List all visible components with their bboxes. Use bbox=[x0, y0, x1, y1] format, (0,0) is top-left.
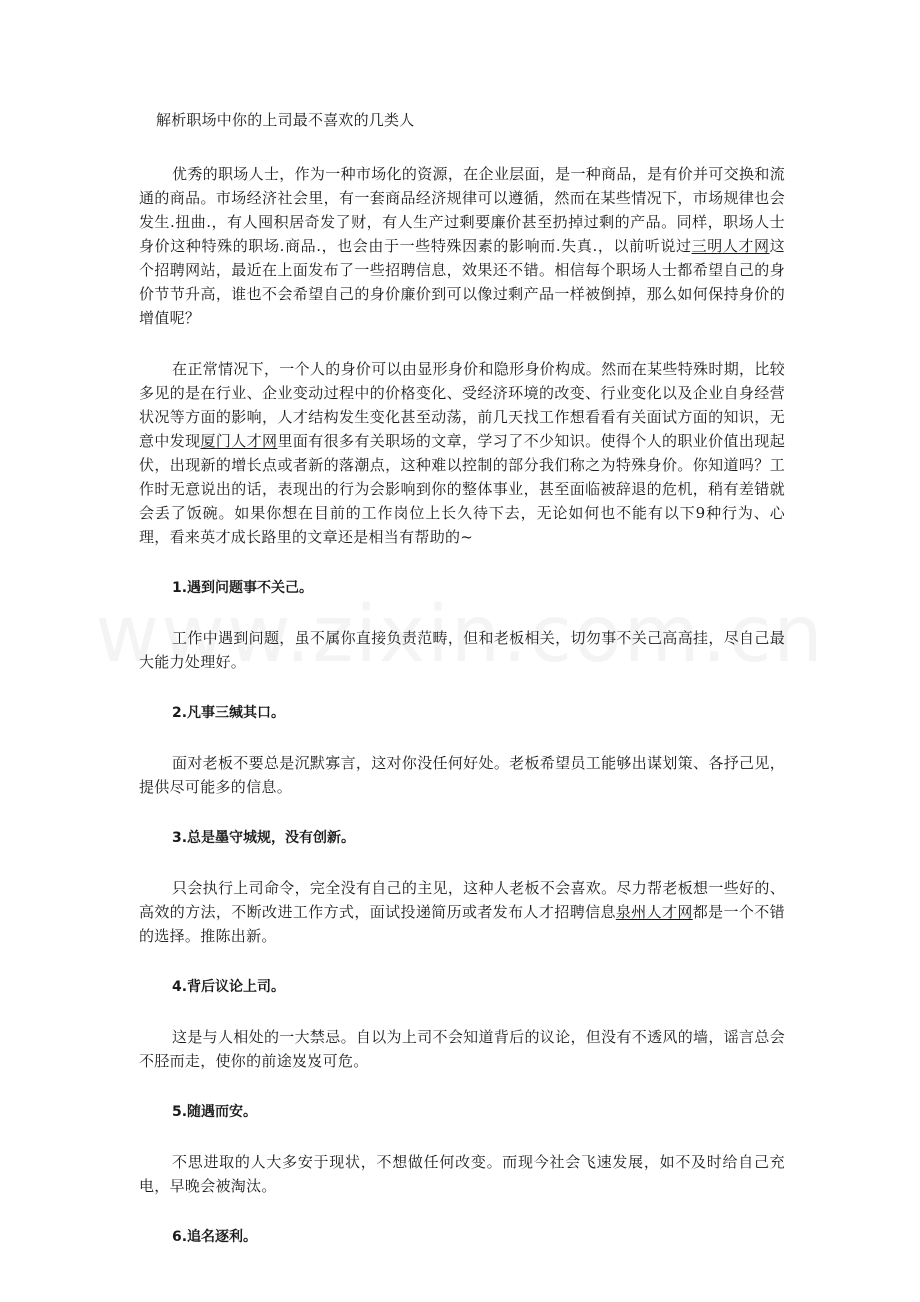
document-page bbox=[139, 108, 785, 1275]
section-5-heading: 5.随遇而安。 bbox=[172, 1104, 258, 1120]
section-1-body: 工作中遇到问题，虽不属你直接负责范畴，但和老板相关，切勿事不关己高高挂，尽自己最大能力处理好。 bbox=[139, 629, 785, 671]
section-4-heading: 4.背后议论上司。 bbox=[172, 979, 286, 995]
document-title: 解析职场中你的上司最不喜欢的几类人 bbox=[156, 111, 415, 129]
intro-1-text-after: 这个招聘网站，最近在上面发布了一些招聘信息，效果还不错。相信每个职场人士都希望自己的身价节节升高，谁也不会希望自己的身价廉价到可以像过剩产品一样被倒掉，那么如何保持身价的增值呢？ bbox=[139, 237, 785, 327]
intro-2-text-before: 在正常情况下，一个人的身价可以由显形身价和隐形身价构成。然而在某些特殊时期，比较多见的是在行业、企业变动过程中的价格变化、受经济环境的改变、行业变化以及企业自身经营状况等方面的影响，人才结构发生变化甚至动荡，前几天找工作想看看有关面试方面的知识，无意中发现 bbox=[139, 360, 785, 450]
quanzhou-rencai-link[interactable]: 泉州人才网 bbox=[615, 903, 693, 921]
xiamen-rencai-link[interactable]: 厦门人才网 bbox=[200, 432, 278, 450]
section-2-heading: 2.凡事三缄其口。 bbox=[172, 705, 286, 721]
sanming-rencai-link[interactable]: 三明人才网 bbox=[691, 237, 770, 255]
section-2-body: 面对老板不要总是沉默寡言，这对你没任何好处。老板希望员工能够出谋划策、各抒己见，提供尽可能多的信息。 bbox=[139, 754, 785, 796]
intro-paragraph-2 bbox=[139, 357, 785, 549]
section-4-body: 这是与人相处的一大禁忌。自以为上司不会知道背后的议论，但没有不透风的墙，谣言总会不胫而走，使你的前途岌岌可危。 bbox=[139, 1028, 785, 1070]
section-3-body bbox=[139, 876, 785, 948]
section-5-body: 不思进取的人大多安于现状，不想做任何改变。而现今社会飞速发展，如不及时给自己充电，早晚会被淘汰。 bbox=[139, 1153, 785, 1195]
section-1-heading: 1.遇到问题事不关己。 bbox=[172, 580, 314, 596]
section-3-heading: 3.总是墨守城规，没有创新。 bbox=[172, 830, 356, 846]
section-3-text-after: 都是一个不错的选择。推陈出新。 bbox=[139, 903, 785, 945]
section-6-heading: 6.追名逐利。 bbox=[172, 1229, 258, 1245]
section-3-text-before: 只会执行上司命令，完全没有自己的主见，这种人老板不会喜欢。尽力帮老板想一些好的、高效的方法，不断改进工作方式，面试投递简历或者发布人才招聘信息 bbox=[139, 879, 785, 921]
intro-paragraph-1 bbox=[139, 162, 785, 330]
intro-1-text-before: 优秀的职场人士，作为一种市场化的资源，在企业层面，是一种商品，是有价并可交换和流通的商品。市场经济社会里，有一套商品经济规律可以遵循，然而在某些情况下，市场规律也会发生.扭曲.，有人囤积居奇发了财，有人生产过剩要廉价甚至扔掉过剩的产品。同样，职场人士身价这种特殊的职场.商品.，也会由于一些特殊因素的影响而.失真.，以前听说过 bbox=[139, 165, 785, 255]
intro-2-text-after: 里面有很多有关职场的文章，学习了不少知识。使得个人的职业价值出现起伏，出现新的增长点或者新的落潮点，这种难以控制的部分我们称之为特殊身价。你知道吗？工作时无意说出的话，表现出的行为会影响到你的整体事业，甚至面临被辞退的危机，稍有差错就会丢了饭碗。如果你想在目前的工作岗位上长久待下去，无论如何也不能有以下9种行为、心理，看来英才成长路里的文章还是相当有帮助的~ bbox=[139, 432, 785, 546]
